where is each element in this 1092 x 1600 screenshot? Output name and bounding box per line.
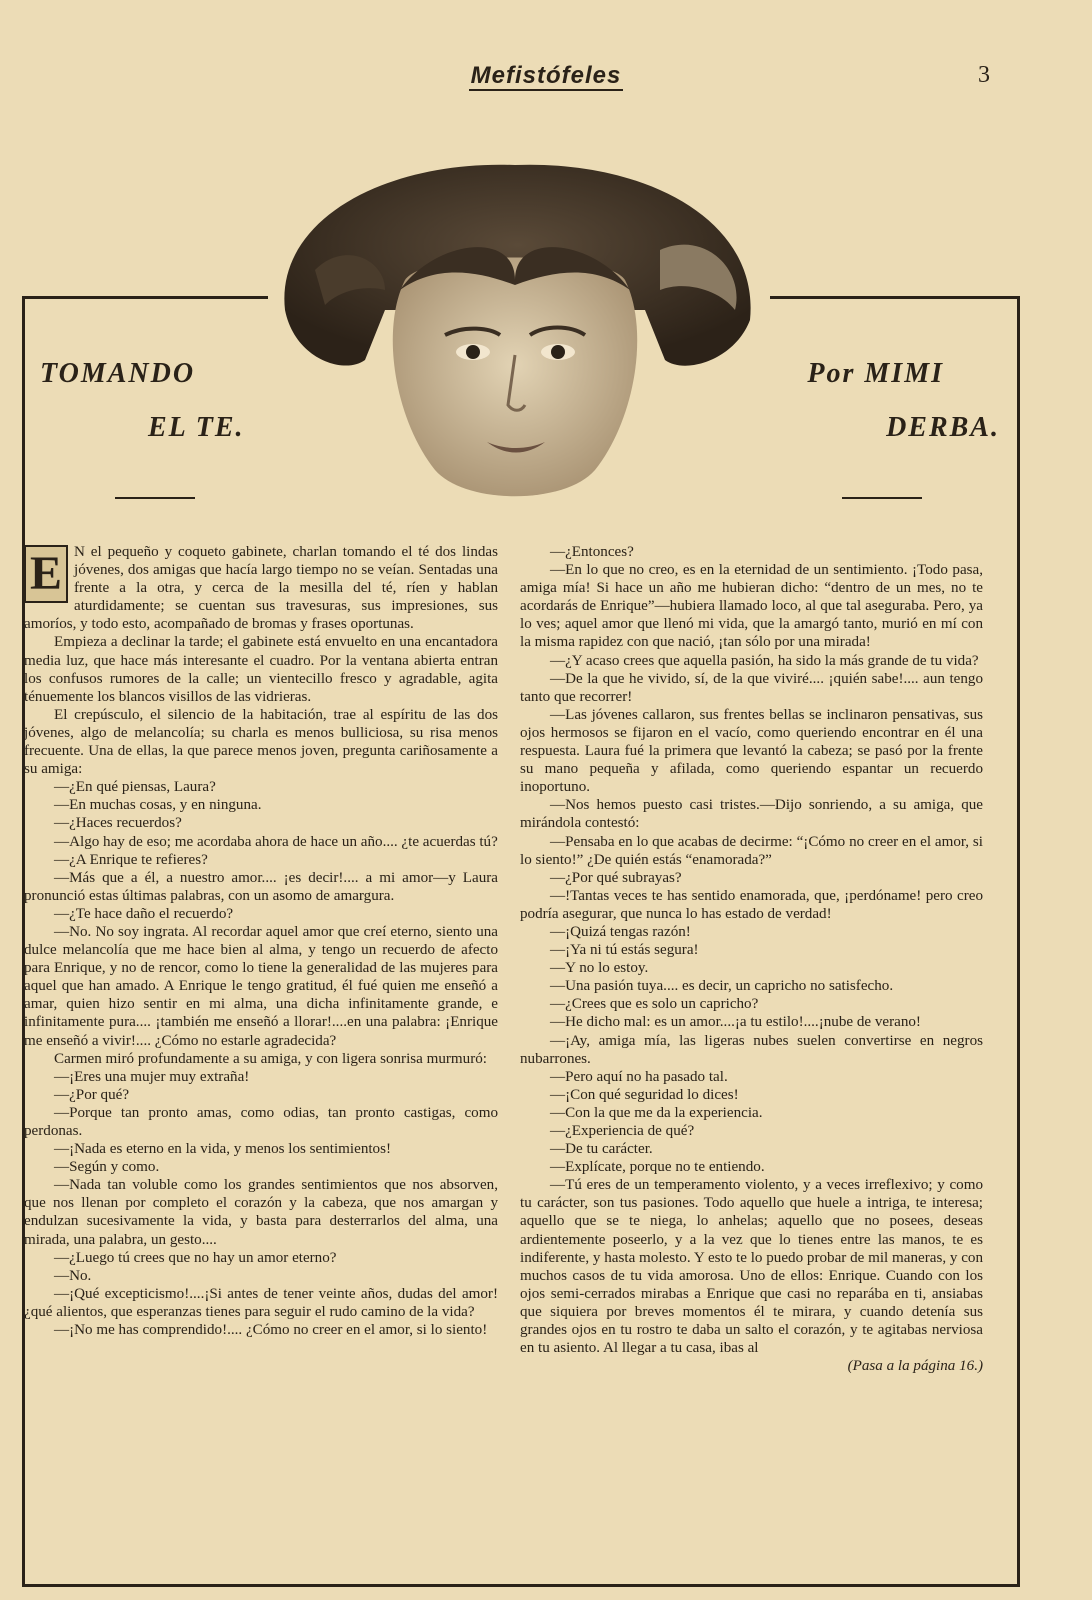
- paragraph: —¿Te hace daño el recuerdo?: [54, 905, 234, 922]
- paragraph: —¿Por qué subrayas?: [550, 869, 682, 886]
- paragraph: —No.: [54, 1267, 92, 1284]
- article-column-left: [24, 543, 498, 1339]
- paragraph: —En lo que no creo, es en la eternidad de un sentimiento. ¡Todo pasa, amiga mía! Si hace un año me hubieran dicho: “dentro de un mes, no te acordarás de Enrique”—hubiera llamado loco, al que tal aseguraba. Pero, ya lo ves; aquel amor que llenó mi vida, que la amargó tanto, murió en mí con la misma rapidez con que nació, ¡tan sólo por una mirada!: [520, 562, 983, 651]
- paragraph: —¡Qué excepticismo!....¡Si antes de tener veinte años, dudas del amor! ¿qué alientos, que esperanzas tienes para seguir el rudo camino de la vida?: [24, 1285, 498, 1320]
- paragraph: —¿Experiencia de qué?: [550, 1123, 695, 1139]
- byline-line1: Por MIMI: [807, 358, 944, 389]
- paragraph: —Con la que me da la experiencia.: [550, 1104, 763, 1121]
- woman-portrait-icon: [265, 160, 765, 515]
- paragraph: —Y no lo estoy.: [550, 960, 649, 977]
- paragraph: —¿Por qué?: [54, 1086, 130, 1103]
- article-title-line1: TOMANDO: [40, 358, 196, 389]
- paragraph: —¿Y acaso crees que aquella pasión, ha sido la más grande de tu vida?: [550, 652, 979, 669]
- paragraph: —¡Ay, amiga mía, las ligeras nubes suelen convertirse en negros nubarrones.: [520, 1032, 983, 1067]
- paragraph: —¡Quizá tengas razón!: [550, 923, 691, 940]
- paragraph: —¡Nada es eterno en la vida, y menos los sentimientos!: [54, 1141, 392, 1158]
- paragraph: —Tú eres de un temperamento violento, y a veces irreflexivo; y como tu carácter, son tus pasiones. Todo aquello que huele a intriga, te interesa; aquello que se te niega, lo anhelas; aquello que no posees, deseas ardientemente poseerlo, y a la vez que lo tienes entre las manos, te es indiferente, y hasta molesto. Y esto te lo puedo probar de mil maneras, y con muchos casos de tu vida amorosa. Uno de ellos: Enrique. Cuando con los ojos semi-cerrados mirabas a Enrique que casi no reparába en ti, ansiabas que siquiera por breves momentos él te mirara, y cuando detenía sus grandes ojos en tu rostro te daba un salto el corazón, y te agitabas nerviosa en tu asiento. Al llegar a tu casa, ibas al: [520, 1177, 983, 1357]
- paragraph: —¡Ya ni tú estás segura!: [550, 942, 699, 959]
- article-byline: [730, 358, 1000, 444]
- article-title-line2: EL TE.: [148, 412, 245, 443]
- paragraph: —Algo hay de eso; me acordaba ahora de hace un año.... ¿te acuerdas tú?: [54, 833, 498, 850]
- paragraph: —Nos hemos puesto casi tristes.—Dijo sonriendo, a su amiga, que mirándola contestó:: [520, 797, 983, 832]
- paragraph: El crepúsculo, el silencio de la habitación, trae al espíritu de las dos jóvenes, algo de melancolía; su charla es menos bulliciosa, su risa menos frecuente. Una de ellas, la que parece menos joven, pregunta cariñosamente a su amiga:: [24, 706, 498, 778]
- paragraph: —Explícate, porque no te entiendo.: [550, 1159, 765, 1176]
- paragraph: —¡No me has comprendido!.... ¿Cómo no creer en el amor, si lo siento!: [54, 1322, 488, 1339]
- article-title: [40, 358, 280, 444]
- magazine-title: Mefistófeles: [470, 62, 622, 89]
- paragraph: Carmen miró profundamente a su amiga, y con ligera sonrisa murmuró:: [54, 1050, 487, 1067]
- paragraph: —De la que he vivido, sí, de la que viviré.... ¡quién sabe!.... aun tengo tanto que recorrer!: [520, 670, 983, 705]
- masthead: [0, 62, 1092, 90]
- paragraph: —Porque tan pronto amas, como odias, tan pronto castigas, como perdonas.: [24, 1104, 498, 1139]
- frame-top-left: [22, 296, 268, 299]
- page-number: 3: [978, 62, 990, 88]
- article-column-right: [520, 543, 983, 1375]
- paragraph: —¿Entonces?: [550, 544, 634, 560]
- paragraph: —Nada tan voluble como los grandes sentimientos que nos absorven, que nos llenan por completo el corazón y la cabeza, que nos amargan y endulzan sucesivamente la vida, y basta para desterrarlos del alma, una mirada, una palabra, un gesto....: [24, 1177, 498, 1248]
- paragraph: E N el pequeño y coqueto gabinete, charlan tomando el té dos lindas jóvenes, dos amigas que hacía largo tiempo no se veían. Sentadas una frente a la otra, y cerca de la mesilla del té, ríen y hablan aturdidamente; se cuentan sus travesuras, sus impresiones, sus amoríos, y todo esto, acompañado de bromas y frases oportunas.: [24, 544, 498, 633]
- frame-right: [1017, 296, 1020, 1586]
- frame-bottom: [22, 1584, 1020, 1587]
- paragraph: —!Tantas veces te has sentido enamorada, que, ¡perdóname! pero creo podría asegurar, que nunca lo has estado de verdad!: [520, 887, 983, 922]
- byline-line2: DERBA.: [886, 412, 1000, 443]
- paragraph: —¿Luego tú crees que no hay un amor eterno?: [54, 1249, 337, 1266]
- paragraph: —¡Eres una mujer muy extraña!: [54, 1068, 250, 1085]
- paragraph: —Según y como.: [54, 1159, 160, 1176]
- paragraph: —Las jóvenes callaron, sus frentes bellas se inclinaron pensativas, sus ojos hermosos se fijaron en el vacío, como queriendo encontrar en él una respuesta. Laura fué la primera que levantó la cabeza; se pasó por la frente su mano pequeña y afilada, como queriendo espantar un recuerdo inoportuno.: [520, 706, 983, 796]
- paragraph: —Más que a él, a nuestro amor.... ¡es decir!.... a mi amor—y Laura pronunció estas últimas palabras, con un asomo de amargura.: [24, 869, 498, 904]
- paragraph: —¿En qué piensas, Laura?: [54, 779, 216, 796]
- title-rule-right: [842, 497, 922, 499]
- paragraph: —¿Crees que es solo un capricho?: [550, 996, 759, 1013]
- paragraph: —He dicho mal: es un amor....¡a tu estilo!....¡nube de verano!: [550, 1014, 921, 1031]
- paragraph: —Pero aquí no ha pasado tal.: [550, 1068, 728, 1085]
- paragraph: —¿A Enrique te refieres?: [54, 851, 208, 868]
- paragraph: —Una pasión tuya.... es decir, un capricho no satisfecho.: [550, 978, 894, 995]
- paragraph: —En muchas cosas, y en ninguna.: [54, 797, 262, 814]
- frame-top-right: [770, 296, 1020, 299]
- paragraph: Empieza a declinar la tarde; el gabinete está envuelto en una encantadora media luz, que hace más interesante el cuadro. Por la ventana abierta entran los confusos rumores de la calle; un vientecillo fresco y agradable, agita ténuemente los blancos visillos de las vidrieras.: [24, 634, 498, 705]
- paragraph: —No. No soy ingrata. Al recordar aquel amor que creí eterno, siento una dulce melancolía que me hace bien al alma, y tengo un recuerdo de afecto para Enrique, y no de rencor, como lo tiene la generalidad de las mujeres para aquel que han amado. A Enrique le tengo gratitud, él fué quien me enseñó a amar, quien hizo sentir en mi alma, una dicha infinitamente grande, e infinitamente pura.... ¡también me enseñó a llorar!....en una palabra: ¡Enrique me enseñó a vivir!.... ¿Cómo no estarle agradecida?: [24, 923, 498, 1049]
- paragraph: —¡Con qué seguridad lo dices!: [550, 1086, 739, 1103]
- drop-cap: E: [24, 545, 68, 603]
- continuation-note: (Pasa a la página 16.): [847, 1358, 983, 1375]
- title-rule-left: [115, 497, 195, 499]
- paragraph: —¿Haces recuerdos?: [54, 815, 182, 832]
- paragraph: —Pensaba en lo que acabas de decirme: “¡Cómo no creer en el amor, si lo siento!” ¿De quién estás “enamorada?”: [520, 833, 983, 868]
- paragraph: —De tu carácter.: [550, 1141, 653, 1158]
